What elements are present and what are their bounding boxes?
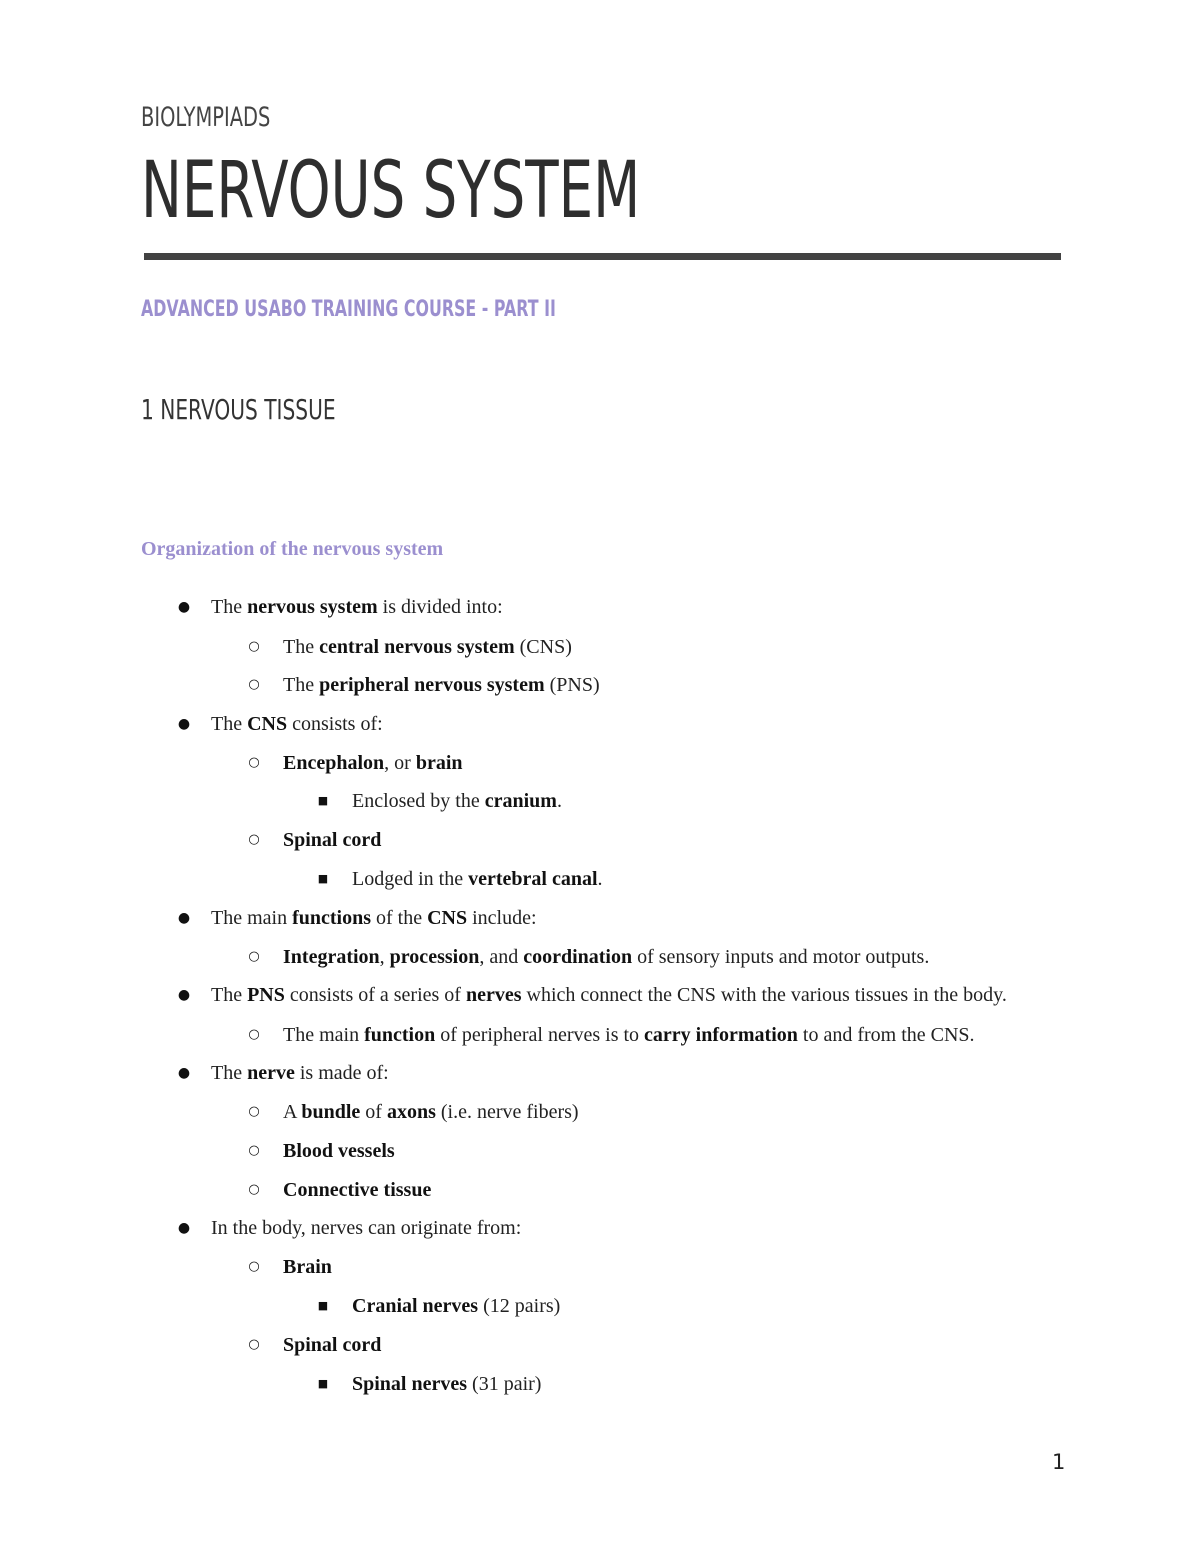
text-run: of peripheral nerves is to xyxy=(435,1024,645,1046)
text-run: , xyxy=(379,946,390,968)
bullet-level-2-marker: ○ xyxy=(248,832,260,847)
subsection-heading: Organization of the nervous system xyxy=(141,538,444,560)
bold-term: Cranial nerves xyxy=(352,1295,479,1317)
text-run: (PNS) xyxy=(544,674,600,696)
list-item-level-2 xyxy=(283,1099,579,1125)
bullet-level-1-marker: ● xyxy=(177,910,191,926)
bold-term: Blood vessels xyxy=(283,1140,395,1162)
bullet-level-1-marker: ● xyxy=(177,1220,191,1236)
title-divider xyxy=(144,253,1061,260)
text-run: The xyxy=(211,713,248,735)
list-item-level-3 xyxy=(352,1293,560,1319)
bullet-level-2-marker: ○ xyxy=(248,755,260,770)
list-item-level-3 xyxy=(352,788,562,814)
bullet-level-1-marker: ● xyxy=(177,716,191,732)
bold-term: Integration xyxy=(283,946,380,968)
bold-term: bundle xyxy=(301,1101,361,1123)
bullet-level-2-marker: ○ xyxy=(248,1182,260,1197)
text-run: The xyxy=(283,674,320,696)
bold-term: functions xyxy=(292,907,371,929)
course-subtitle: ADVANCED USABO TRAINING COURSE - PART II xyxy=(141,297,556,322)
text-run: The main xyxy=(211,907,293,929)
list-item-level-2 xyxy=(283,750,463,776)
bullet-level-1-marker: ● xyxy=(177,1065,191,1081)
list-item-level-3 xyxy=(352,866,603,892)
bold-term: vertebral canal xyxy=(468,868,598,890)
text-run: is divided into: xyxy=(377,596,503,618)
bold-term: Spinal cord xyxy=(283,1334,382,1356)
list-item-level-2 xyxy=(283,827,381,853)
text-run: A xyxy=(283,1101,302,1123)
bold-term: coordination xyxy=(523,946,633,968)
text-run: (i.e. nerve fibers) xyxy=(435,1101,579,1123)
text-run: is made of: xyxy=(294,1062,389,1084)
text-run: of xyxy=(360,1101,387,1123)
list-item-level-2 xyxy=(283,1177,431,1203)
bold-term: CNS xyxy=(427,907,468,929)
bold-term: procession xyxy=(389,946,480,968)
bullet-level-2-marker: ○ xyxy=(248,1337,260,1352)
text-run: (31 pair) xyxy=(467,1373,542,1395)
list-item-level-1 xyxy=(211,1215,521,1241)
bold-term: cranium xyxy=(484,790,557,812)
bold-term: brain xyxy=(415,752,463,774)
bullet-level-1-marker: ● xyxy=(177,599,191,615)
bold-term: Spinal nerves xyxy=(352,1373,468,1395)
bold-term: PNS xyxy=(247,984,285,1006)
text-run: to and from the CNS. xyxy=(797,1024,975,1046)
text-run: (CNS) xyxy=(514,636,572,658)
text-run: of the xyxy=(371,907,428,929)
bullet-level-1-marker: ● xyxy=(177,987,191,1003)
text-run: which connect the CNS with the various tissues in the body. xyxy=(521,984,1007,1006)
page-title: NERVOUS SYSTEM xyxy=(141,146,641,236)
list-item-level-1 xyxy=(211,982,1007,1008)
bullet-level-2-marker: ○ xyxy=(248,1259,260,1274)
bold-term: CNS xyxy=(247,713,288,735)
text-run: In the body, nerves can originate from: xyxy=(211,1217,522,1239)
text-run: Enclosed by the xyxy=(352,790,485,812)
bold-term: central nervous system xyxy=(319,636,515,658)
text-run: The main xyxy=(283,1024,365,1046)
bold-term: peripheral nervous system xyxy=(319,674,545,696)
text-run: . xyxy=(597,868,603,890)
bold-term: nerve xyxy=(247,1062,295,1084)
bold-term: Brain xyxy=(283,1256,332,1278)
list-item-level-2 xyxy=(283,672,600,698)
bullet-level-2-marker: ○ xyxy=(248,677,260,692)
page-number: 1 xyxy=(1052,1450,1066,1474)
text-run: The xyxy=(211,1062,248,1084)
text-run: The xyxy=(211,984,248,1006)
bold-term: axons xyxy=(386,1101,436,1123)
text-run: (12 pairs) xyxy=(478,1295,561,1317)
bold-term: nervous system xyxy=(247,596,378,618)
list-item-level-2 xyxy=(283,1254,332,1280)
bullet-level-3-marker: ■ xyxy=(317,872,329,885)
bullet-level-2-marker: ○ xyxy=(248,639,260,654)
list-item-level-1 xyxy=(211,1060,389,1086)
text-run: consists of: xyxy=(287,713,383,735)
bullet-level-3-marker: ■ xyxy=(317,794,329,807)
text-run: consists of a series of xyxy=(284,984,466,1006)
list-item-level-2 xyxy=(283,634,572,660)
list-item-level-2 xyxy=(283,1138,395,1164)
bold-term: carry information xyxy=(644,1024,798,1046)
bold-term: function xyxy=(364,1024,436,1046)
list-item-level-1 xyxy=(211,594,503,620)
text-run: , or xyxy=(384,752,416,774)
text-run: include: xyxy=(467,907,537,929)
bold-term: nerves xyxy=(465,984,522,1006)
bullet-level-2-marker: ○ xyxy=(248,1027,260,1042)
section-heading: 1 NERVOUS TISSUE xyxy=(141,393,336,426)
text-run: , and xyxy=(479,946,524,968)
list-item-level-2 xyxy=(283,944,929,970)
list-item-level-3 xyxy=(352,1371,541,1397)
text-run: . xyxy=(556,790,562,812)
list-item-level-1 xyxy=(211,905,537,931)
text-run: of sensory inputs and motor outputs. xyxy=(632,946,930,968)
bullet-level-2-marker: ○ xyxy=(248,949,260,964)
text-run: Lodged in the xyxy=(352,868,469,890)
list-item-level-1 xyxy=(211,711,383,737)
bold-term: Connective tissue xyxy=(283,1179,432,1201)
brand-label: BIOLYMPIADS xyxy=(141,102,271,133)
text-run: The xyxy=(211,596,248,618)
bold-term: Encephalon xyxy=(283,752,385,774)
bullet-level-3-marker: ■ xyxy=(317,1299,329,1312)
bullet-level-2-marker: ○ xyxy=(248,1143,260,1158)
bold-term: Spinal cord xyxy=(283,829,382,851)
list-item-level-2 xyxy=(283,1022,975,1048)
bullet-level-3-marker: ■ xyxy=(317,1377,329,1390)
bullet-level-2-marker: ○ xyxy=(248,1104,260,1119)
text-run: The xyxy=(283,636,320,658)
list-item-level-2 xyxy=(283,1332,381,1358)
